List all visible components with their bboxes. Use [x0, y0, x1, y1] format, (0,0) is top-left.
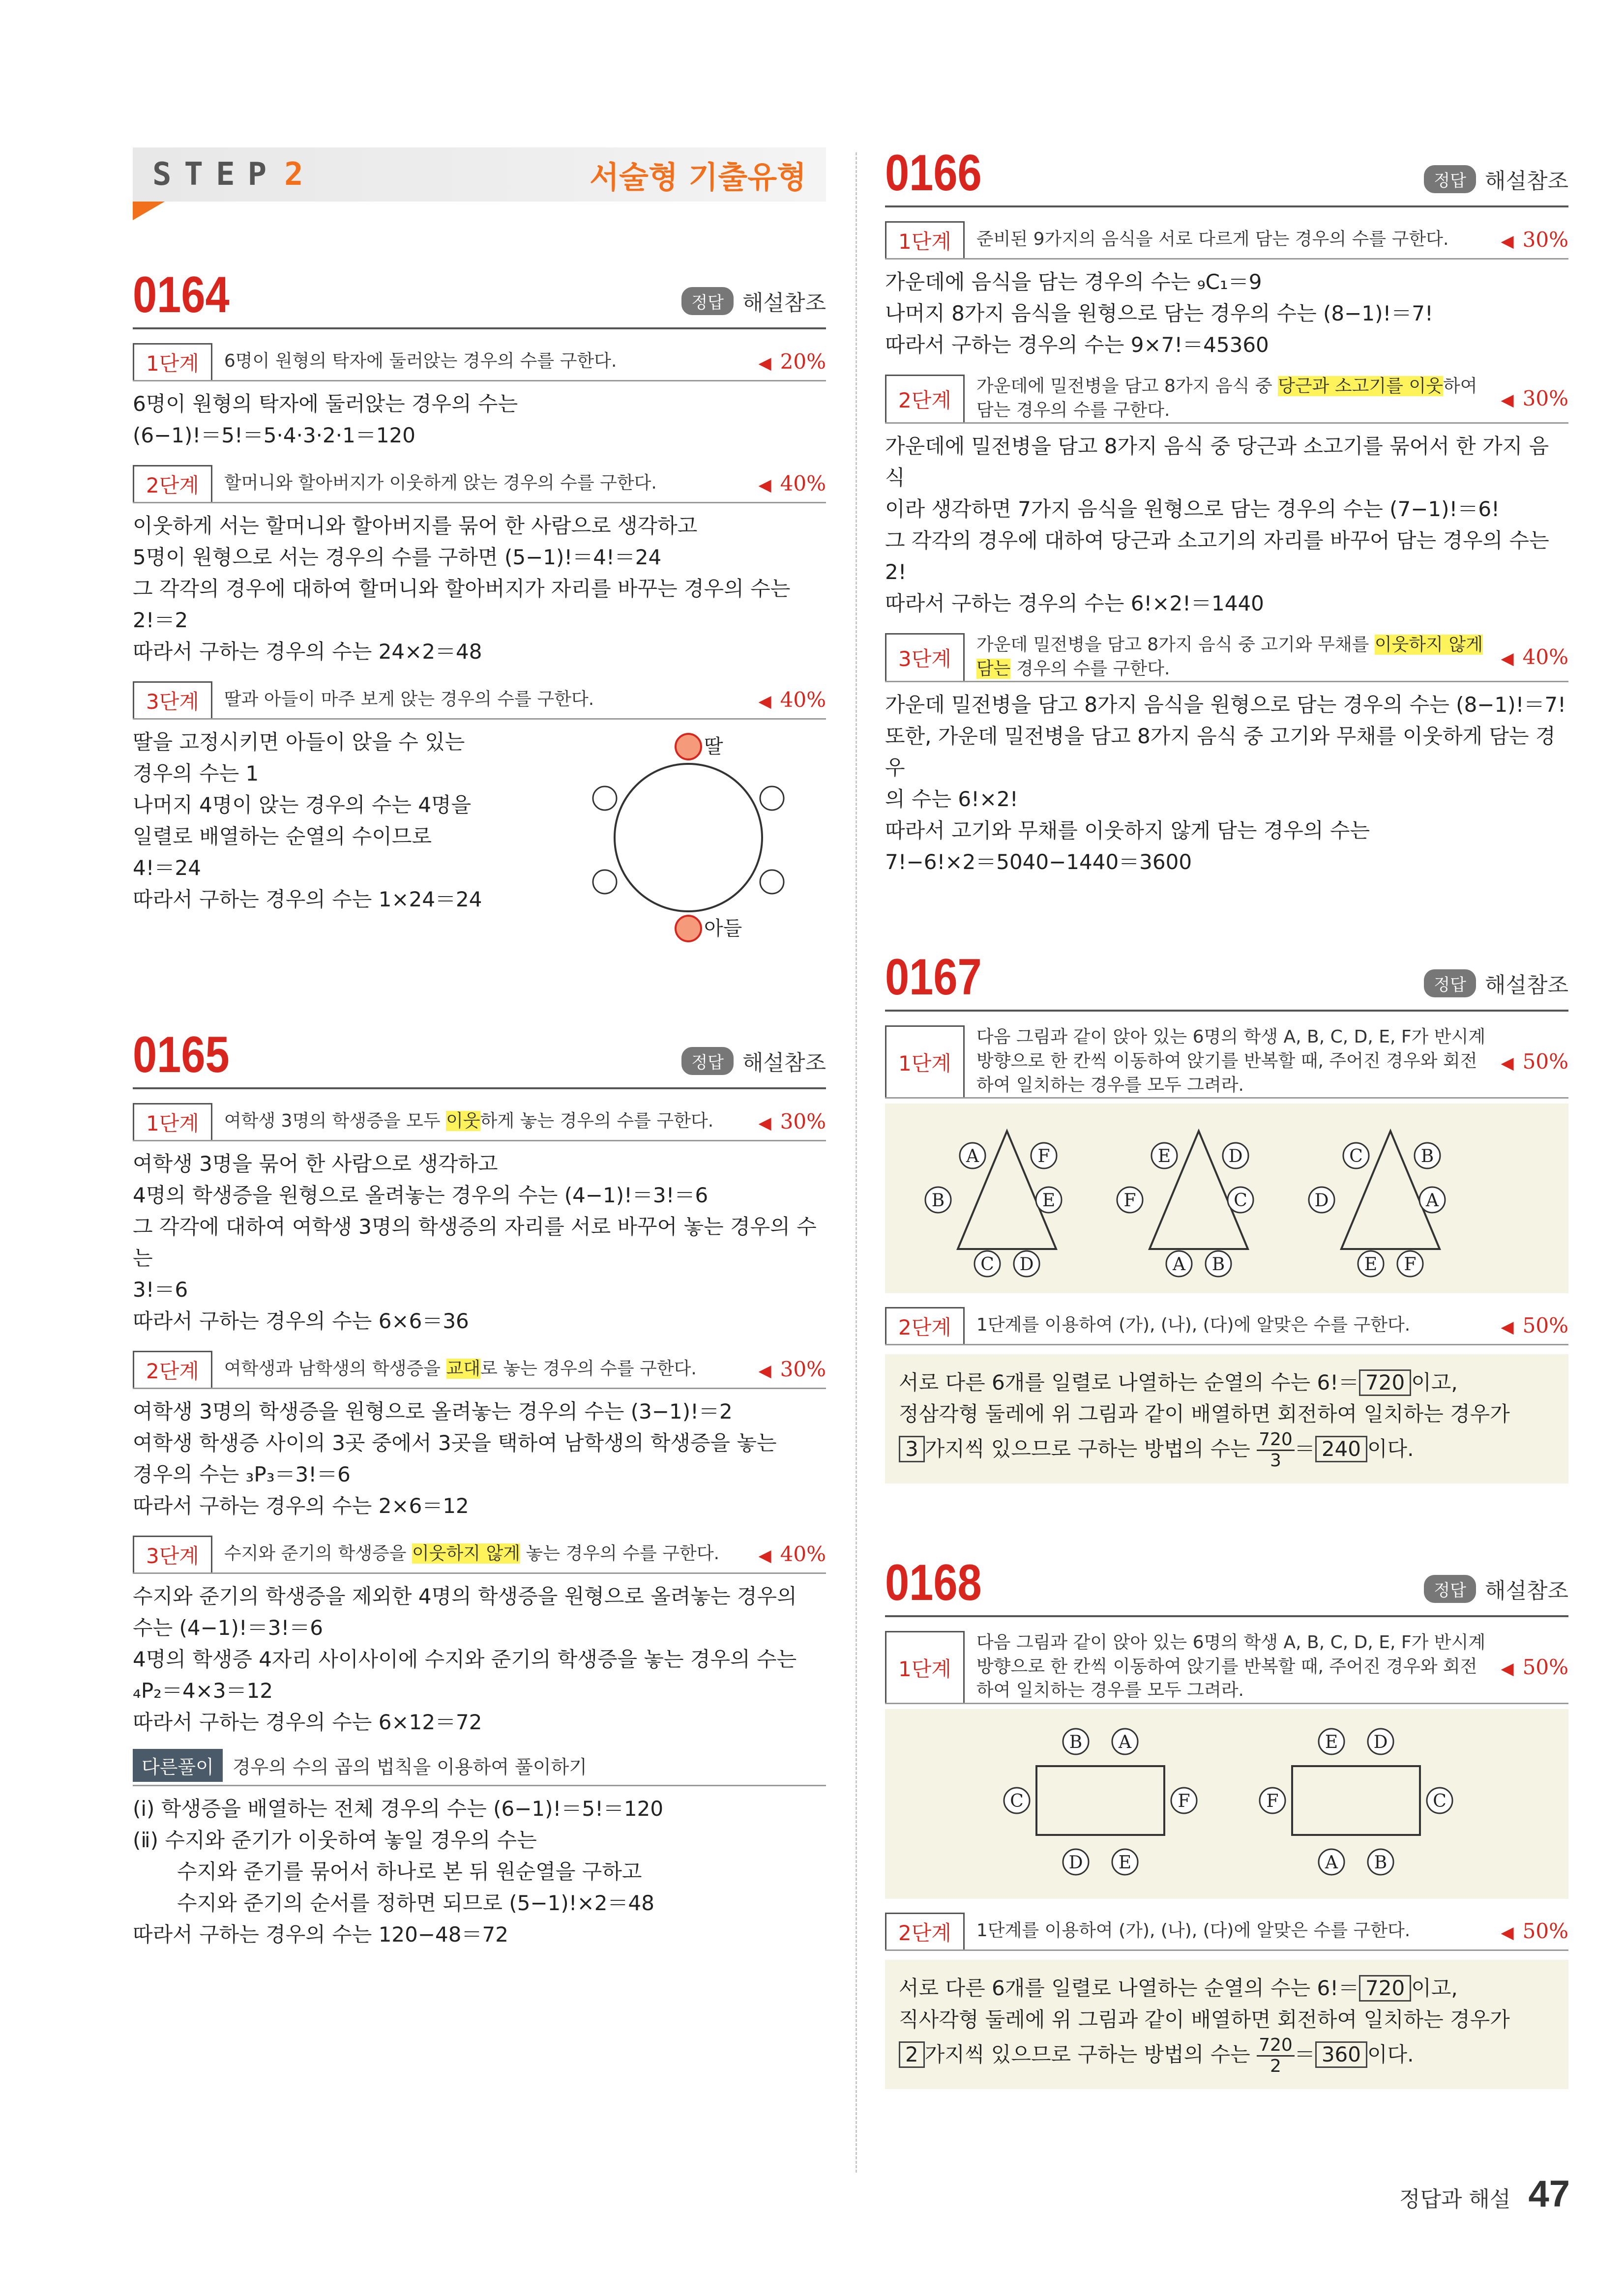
- seat: [760, 786, 784, 810]
- rectangle-diagram: [899, 1722, 1553, 1884]
- answer-box: 2: [899, 2041, 925, 2068]
- text-line: 따라서 구하는 경우의 수는 6×6＝36: [133, 1309, 469, 1333]
- text-line: 그 각각의 경우에 대하여 할머니와 할아버지가 자리를 바꾸는 경우의 수는: [133, 577, 791, 601]
- text-line: 가운데 밀전병을 담고 8가지 음식을 원형으로 담는 경우의 수는 (8−1)!＝7!: [885, 693, 1566, 717]
- student-label: B: [1420, 1146, 1434, 1167]
- student-node: [1260, 1788, 1285, 1813]
- student-node: [1206, 1251, 1231, 1277]
- text-line: 2!＝2: [133, 608, 188, 632]
- student-label: D: [1314, 1191, 1329, 1211]
- triangle-left-icon: ◀: [1501, 390, 1514, 410]
- problem-0167: [885, 949, 1568, 1483]
- text-line: 수는 (4−1)!＝3!＝6: [133, 1616, 324, 1640]
- round-table: [615, 764, 762, 911]
- text-line: 경우의 수는 1: [133, 761, 259, 785]
- problem-header: [885, 949, 1568, 1012]
- text-line: 따라서 구하는 경우의 수는 6!×2!＝1440: [885, 591, 1264, 616]
- stage-1: [133, 1103, 826, 1141]
- student-node: [1223, 1143, 1248, 1168]
- text-line: 따라서 고기와 무채를 이웃하지 않게 담는 경우의 수는: [885, 818, 1370, 843]
- step-number: 2: [284, 156, 316, 193]
- student-label: B: [931, 1191, 945, 1211]
- highlight: 이웃하지 않게 담는: [976, 635, 1483, 679]
- answer-box: 360: [1315, 2041, 1367, 2068]
- step-title: 서술형 기출유형: [590, 159, 806, 195]
- answer-reference: [681, 1045, 826, 1076]
- stage-1-body: [885, 266, 1568, 361]
- problem-number: 0164: [133, 266, 230, 323]
- student-node: [1368, 1849, 1393, 1875]
- stage-percent: ◀ 50%: [1501, 1313, 1568, 1338]
- text-line: 수지와 준기의 학생증을 제외한 4명의 학생증을 원형으로 올려놓는 경우의: [133, 1584, 797, 1608]
- round-table-diagram: [575, 720, 811, 946]
- student-label: C: [1234, 1191, 1247, 1211]
- stage-tag: 3단계: [133, 681, 212, 718]
- student-label: C: [1433, 1791, 1447, 1811]
- triangle-left-icon: ◀: [1501, 1053, 1514, 1073]
- student-node: [1171, 1788, 1197, 1813]
- stage-tag: 3단계: [885, 633, 965, 681]
- triangle-left-icon: ◀: [758, 692, 771, 711]
- banner-corner-triangle: [133, 202, 165, 220]
- step-label: STEP 2: [152, 156, 316, 193]
- text-line: 4명의 학생증을 원형으로 올려놓는 경우의 수는 (4−1)!＝3!＝6: [133, 1183, 709, 1207]
- student-label: E: [1118, 1852, 1132, 1873]
- stage-2: [885, 1913, 1568, 1951]
- stage-tag: 2단계: [885, 1913, 965, 1949]
- text-line: 정삼각형 둘레에 위 그림과 같이 배열하면 회전하여 일치하는 경우가: [899, 1402, 1510, 1426]
- text-line: 따라서 구하는 경우의 수는 9×7!＝45360: [885, 333, 1269, 357]
- text-line: 직사각형 둘레에 위 그림과 같이 배열하면 회전하여 일치하는 경우가: [899, 2007, 1510, 2032]
- stage-percent: ◀ 30%: [758, 1357, 826, 1381]
- stage-percent: ◀ 40%: [758, 688, 826, 712]
- student-label: E: [1157, 1146, 1171, 1167]
- label-son: 아들: [704, 917, 742, 940]
- triangle-left-icon: ◀: [758, 475, 771, 495]
- alternative-solution-body: [133, 1793, 826, 1950]
- answer-badge: 정답: [1424, 969, 1476, 997]
- rectangle-shape: [1292, 1766, 1420, 1835]
- answer-reference: [1424, 163, 1568, 195]
- stage-tag: 1단계: [133, 343, 212, 380]
- triangle-left-icon: ◀: [1501, 649, 1514, 669]
- stage-3: [133, 1536, 826, 1574]
- page-number: 47: [1528, 2173, 1570, 2215]
- triangle-figures: [885, 1104, 1568, 1293]
- stage-3-body: [133, 1581, 826, 1738]
- text-line: (ⅱ) 수지와 준기가 이웃하여 놓일 경우의 수는: [133, 1828, 537, 1852]
- stage-tag: 2단계: [885, 1307, 965, 1344]
- triangle-left-icon: ◀: [1501, 232, 1514, 251]
- student-node: [1415, 1143, 1440, 1168]
- seat: [593, 786, 617, 810]
- text-line: 따라서 구하는 경우의 수는 6×12＝72: [133, 1710, 482, 1734]
- student-node: [1036, 1187, 1062, 1213]
- problem-0164: [133, 266, 826, 946]
- text-line: 여학생 3명을 묶어 한 사람으로 생각하고: [133, 1152, 498, 1176]
- text-line: 딸을 고정시키면 아들이 앉을 수 있는: [133, 730, 465, 754]
- student-node: [1319, 1729, 1344, 1754]
- stage-percent: ◀ 50%: [1501, 1655, 1568, 1679]
- alternative-solution-header: [133, 1749, 826, 1786]
- alt-tag: 다른풀이: [133, 1749, 223, 1782]
- triangle-left-icon: ◀: [1501, 1317, 1514, 1337]
- stage-tag: 1단계: [885, 1025, 965, 1097]
- stage-percent: ◀ 40%: [1501, 645, 1568, 669]
- problem-number: 0168: [885, 1554, 982, 1612]
- student-label: E: [1364, 1254, 1378, 1275]
- answer-ref-text: 해설참조: [742, 291, 826, 316]
- problem-header: [133, 266, 826, 329]
- stage-percent: ◀ 30%: [1501, 386, 1568, 411]
- stage-percent: ◀ 20%: [758, 349, 826, 374]
- text-line: 나머지 4명이 앉는 경우의 수는 4명을: [133, 793, 472, 817]
- text-line: 2 가지씩 있으므로 구하는 방법의 수는 $\frac{720}{2}$ ＝ 360 이다.: [899, 2035, 1555, 2076]
- text-line: 의 수는 6!×2!: [885, 787, 1018, 812]
- stage-description: 수지와 준기의 학생증을 이웃하지 않게 놓는 경우의 수를 구한다.: [224, 1543, 720, 1564]
- right-column: [885, 147, 1568, 2089]
- text-line: 3 가지씩 있으므로 구하는 방법의 수는 $\frac{720}{3}$ ＝ 240 이다.: [899, 1430, 1555, 1471]
- text-line: 이라 생각하면 7가지 음식을 원형으로 담는 경우의 수는 (7−1)!＝6!: [885, 497, 1500, 522]
- stage-2: [885, 1307, 1568, 1345]
- student-label: D: [1373, 1732, 1388, 1752]
- answer-box: 720: [1359, 1975, 1411, 2002]
- student-label: A: [1173, 1254, 1185, 1275]
- stage-2-body: [885, 1354, 1568, 1483]
- stage-2-body: [885, 1960, 1568, 2089]
- text-line: 또한, 가운데 밀전병을 담고 8가지 음식 중 고기와 무채를 이웃하게 담는 경우: [885, 724, 1556, 780]
- stage-tag: 1단계: [885, 221, 965, 258]
- stage-percent: ◀ 40%: [758, 1542, 826, 1566]
- stage-tag: 2단계: [133, 465, 212, 502]
- stage-1-body: [133, 388, 826, 451]
- stage-description: 딸과 아들이 마주 보게 앉는 경우의 수를 구한다.: [224, 689, 594, 710]
- student-label: A: [1119, 1732, 1131, 1752]
- student-node: [1397, 1251, 1423, 1277]
- stage-3-body: [885, 689, 1568, 878]
- stage-tag: 1단계: [885, 1631, 965, 1703]
- stage-1-body: [133, 1148, 826, 1337]
- text-line: 4!＝24: [133, 856, 202, 880]
- answer-box: 240: [1315, 1436, 1367, 1462]
- student-label: B: [1069, 1732, 1083, 1752]
- problem-number: 0165: [133, 1026, 230, 1083]
- student-label: C: [1010, 1791, 1024, 1811]
- rectangle-shape: [1036, 1766, 1164, 1835]
- stage-description: 가운데에 밀전병을 담고 8가지 음식 중 당근과 소고기를 이웃하여 담는 경우의 수를 구한다.: [976, 376, 1477, 420]
- student-label: B: [1374, 1852, 1388, 1873]
- student-label: D: [1228, 1146, 1243, 1167]
- student-label: D: [1068, 1852, 1083, 1873]
- highlight: 당근과 소고기를 이웃: [1278, 376, 1443, 396]
- answer-reference: [681, 285, 826, 317]
- text-line: 수지와 준기를 묶어서 하나로 본 뒤 원순열을 구하고: [177, 1860, 642, 1884]
- triangle-left-icon: ◀: [758, 1113, 771, 1133]
- problem-number: 0167: [885, 949, 982, 1006]
- student-node: [1427, 1788, 1452, 1813]
- student-node: [1319, 1849, 1344, 1875]
- student-node: [960, 1143, 985, 1168]
- student-node: [1063, 1729, 1089, 1754]
- triangle-left-icon: ◀: [758, 1361, 771, 1381]
- text-line: 이웃하게 서는 할머니와 할아버지를 묶어 한 사람으로 생각하고: [133, 514, 698, 538]
- triangle-left-icon: ◀: [1501, 1658, 1514, 1679]
- stage-tag: 3단계: [133, 1536, 212, 1572]
- stage-2: [133, 1351, 826, 1389]
- student-node: [1004, 1788, 1030, 1813]
- student-node: [1152, 1143, 1177, 1168]
- student-label: E: [1042, 1191, 1056, 1211]
- student-label: D: [1019, 1254, 1034, 1275]
- answer-reference: [1424, 967, 1568, 999]
- column-divider: [856, 152, 857, 2173]
- student-node: [1419, 1187, 1445, 1213]
- text-line: 따라서 구하는 경우의 수는 24×2＝48: [133, 639, 482, 664]
- student-label: B: [1211, 1254, 1225, 1275]
- stage-1: [885, 1025, 1568, 1099]
- text-line: 4명의 학생증 4자리 사이사이에 수지와 준기의 학생증을 놓는 경우의 수는: [133, 1647, 797, 1671]
- stage-2-body: [133, 1396, 826, 1522]
- student-label: A: [1325, 1852, 1338, 1873]
- seat-son: [676, 916, 701, 941]
- answer-box: 3: [899, 1436, 925, 1462]
- stage-2: [885, 375, 1568, 424]
- student-label: F: [1037, 1146, 1050, 1167]
- stage-3-content: [133, 720, 826, 946]
- stage-1: [133, 343, 826, 381]
- problem-0166: [885, 147, 1568, 878]
- stage-3-body: [133, 727, 575, 946]
- answer-reference: [1424, 1573, 1568, 1604]
- student-node: [1112, 1849, 1138, 1875]
- highlight: 이웃하지 않게: [412, 1543, 521, 1564]
- answer-badge: 정답: [681, 287, 734, 315]
- text-line: 그 각각에 대하여 여학생 3명의 학생증의 자리를 서로 바꾸어 놓는 경우의 수는: [133, 1215, 817, 1270]
- student-node: [1063, 1849, 1089, 1875]
- text-line: 따라서 구하는 경우의 수는 120−48＝72: [133, 1922, 508, 1947]
- stage-2-body: [133, 510, 826, 668]
- triangle-diagram: [899, 1116, 1553, 1279]
- stage-description: 여학생 3명의 학생증을 모두 이웃하게 놓는 경우의 수를 구한다.: [224, 1111, 714, 1132]
- text-line: 5명이 원형으로 서는 경우의 수를 구하면 (5−1)!＝4!＝24: [133, 545, 662, 569]
- stage-percent: ◀ 30%: [1501, 228, 1568, 252]
- student-node: [1343, 1143, 1369, 1168]
- stage-tag: 1단계: [133, 1103, 212, 1140]
- stage-percent: ◀ 50%: [1501, 1918, 1568, 1943]
- text-line: 여학생 3명의 학생증을 원형으로 올려놓는 경우의 수는 (3−1)!＝2: [133, 1399, 733, 1424]
- text-line: 경우의 수는 ₃P₃＝3!＝6: [133, 1462, 351, 1486]
- text-line: 수지와 준기의 순서를 정하면 되므로 (5−1)!×2＝48: [177, 1891, 654, 1915]
- stage-description: 1단계를 이용하여 (가), (나), (다)에 알맞은 수를 구한다.: [976, 1920, 1411, 1941]
- student-label: F: [1404, 1254, 1417, 1275]
- problem-number: 0166: [885, 145, 982, 202]
- problem-0165: [133, 1026, 826, 1950]
- stage-2: [133, 465, 826, 503]
- stage-percent: ◀ 30%: [758, 1109, 826, 1133]
- triangle-left-icon: ◀: [758, 353, 771, 373]
- problem-0168: [885, 1554, 1568, 2089]
- text-line: 따라서 구하는 경우의 수는 1×24＝24: [133, 887, 482, 911]
- student-label: A: [966, 1146, 979, 1167]
- stage-2-body: [885, 431, 1568, 619]
- student-label: F: [1123, 1191, 1136, 1211]
- rectangle-figures: [885, 1709, 1568, 1899]
- text-line: (6−1)!＝5!＝5·4·3·2·1＝120: [133, 423, 415, 447]
- text-line: (ⅰ) 학생증을 배열하는 전체 경우의 수는 (6−1)!＝5!＝120: [133, 1797, 664, 1821]
- label-daughter: 딸: [704, 735, 723, 758]
- left-column: [133, 147, 826, 1950]
- student-node: [925, 1187, 951, 1213]
- student-node: [1228, 1187, 1253, 1213]
- stage-description: 할머니와 할아버지가 이웃하게 앉는 경우의 수를 구한다.: [224, 473, 657, 494]
- stage-percent: ◀ 40%: [758, 471, 826, 495]
- answer-ref-text: 해설참조: [1484, 1578, 1568, 1604]
- page-footer: [1399, 2173, 1570, 2215]
- answer-badge: 정답: [681, 1047, 734, 1075]
- student-node: [1014, 1251, 1039, 1277]
- student-label: E: [1325, 1732, 1338, 1752]
- stage-description: 6명이 원형의 탁자에 둘러앉는 경우의 수를 구한다.: [224, 351, 617, 372]
- text-line: 그 각각의 경우에 대하여 당근과 소고기의 자리를 바꾸어 담는 경우의 수는 2!: [885, 528, 1549, 584]
- student-node: [1112, 1729, 1138, 1754]
- stage-3: [133, 681, 826, 720]
- student-label: C: [1349, 1146, 1363, 1167]
- step-banner: [133, 147, 826, 202]
- seat: [593, 870, 617, 894]
- student-label: F: [1178, 1791, 1190, 1811]
- stage-description: 다음 그림과 같이 앉아 있는 6명의 학생 A, B, C, D, E, F가 반시계 방향으로 한 칸씩 이동하여 앉기를 반복할 때, 주어진 경우와 회전하여 일치하는 경우를 모두 그려라.: [976, 1027, 1486, 1095]
- student-node: [1117, 1187, 1143, 1213]
- stage-tag: 2단계: [133, 1351, 212, 1388]
- text-line: 서로 다른 6개를 일렬로 나열하는 순열의 수는 6!＝ 720 이고,: [899, 1367, 1555, 1398]
- student-node: [1309, 1187, 1334, 1213]
- answer-ref-text: 해설참조: [742, 1050, 826, 1075]
- triangle-left-icon: ◀: [758, 1546, 771, 1566]
- text-line: 3!＝6: [133, 1278, 188, 1302]
- triangle-left-icon: ◀: [1501, 1922, 1514, 1943]
- text-line: 나머지 8가지 음식을 원형으로 담는 경우의 수는 (8−1)!＝7!: [885, 301, 1433, 325]
- fraction: $\frac{720}{3}$: [1257, 1430, 1295, 1471]
- student-node: [1368, 1729, 1393, 1754]
- student-node: [1031, 1143, 1057, 1168]
- seat-daughter: [676, 734, 701, 759]
- student-label: A: [1426, 1191, 1439, 1211]
- alt-description: 경우의 수의 곱의 법칙을 이용하여 풀이하기: [232, 1756, 587, 1778]
- stage-description: 준비된 9가지의 음식을 서로 다르게 담는 경우의 수를 구한다.: [976, 229, 1449, 250]
- student-label: C: [980, 1254, 994, 1275]
- stage-description: 가운데 밀전병을 담고 8가지 음식 중 고기와 무채를 이웃하지 않게 담는 경우의 수를 구한다.: [976, 635, 1483, 679]
- stage-percent: ◀ 50%: [1501, 1049, 1568, 1074]
- text-line: 서로 다른 6개를 일렬로 나열하는 순열의 수는 6!＝ 720 이고,: [899, 1973, 1555, 2004]
- student-node: [1166, 1251, 1192, 1277]
- text-line: 6명이 원형의 탁자에 둘러앉는 경우의 수는: [133, 392, 518, 416]
- answer-badge: 정답: [1424, 1575, 1476, 1603]
- stage-description: 1단계를 이용하여 (가), (나), (다)에 알맞은 수를 구한다.: [976, 1315, 1411, 1336]
- footer-label: 정답과 해설: [1399, 2187, 1511, 2212]
- answer-box: 720: [1359, 1369, 1411, 1396]
- stage-1: [885, 221, 1568, 260]
- highlight: 이웃: [446, 1111, 480, 1132]
- stage-tag: 2단계: [885, 375, 965, 422]
- stage-description: 다음 그림과 같이 앉아 있는 6명의 학생 A, B, C, D, E, F가 반시계 방향으로 한 칸씩 이동하여 앉기를 반복할 때, 주어진 경우와 회전하여 일치하는 경우를 모두 그려라.: [976, 1632, 1486, 1701]
- text-line: 7!−6!×2＝5040−1440＝3600: [885, 850, 1192, 874]
- problem-header: [885, 147, 1568, 207]
- answer-ref-text: 해설참조: [1484, 169, 1568, 194]
- seat: [760, 870, 784, 894]
- problem-header: [133, 1026, 826, 1089]
- highlight: 교대: [446, 1359, 481, 1379]
- stage-description: 여학생과 남학생의 학생증을 교대로 놓는 경우의 수를 구한다.: [224, 1359, 697, 1379]
- text-line: ₄P₂＝4×3＝12: [133, 1679, 273, 1703]
- stage-3: [885, 633, 1568, 682]
- stage-1: [885, 1631, 1568, 1704]
- text-line: 일렬로 배열하는 순열의 수이므로: [133, 824, 432, 848]
- student-label: F: [1266, 1791, 1279, 1811]
- answer-ref-text: 해설참조: [1484, 973, 1568, 998]
- student-node: [1358, 1251, 1384, 1277]
- text-line: 따라서 구하는 경우의 수는 2×6＝12: [133, 1494, 469, 1518]
- text-line: 가운데에 밀전병을 담고 8가지 음식 중 당근과 소고기를 묶어서 한 가지 음식: [885, 434, 1549, 490]
- student-node: [974, 1251, 1000, 1277]
- problem-header: [885, 1554, 1568, 1617]
- fraction: $\frac{720}{2}$: [1257, 2035, 1295, 2076]
- answer-badge: 정답: [1424, 165, 1476, 193]
- text-line: 여학생 학생증 사이의 3곳 중에서 3곳을 택하여 남학생의 학생증을 놓는: [133, 1431, 777, 1455]
- text-line: 가운데에 음식을 담는 경우의 수는 ₉C₁＝9: [885, 270, 1262, 294]
